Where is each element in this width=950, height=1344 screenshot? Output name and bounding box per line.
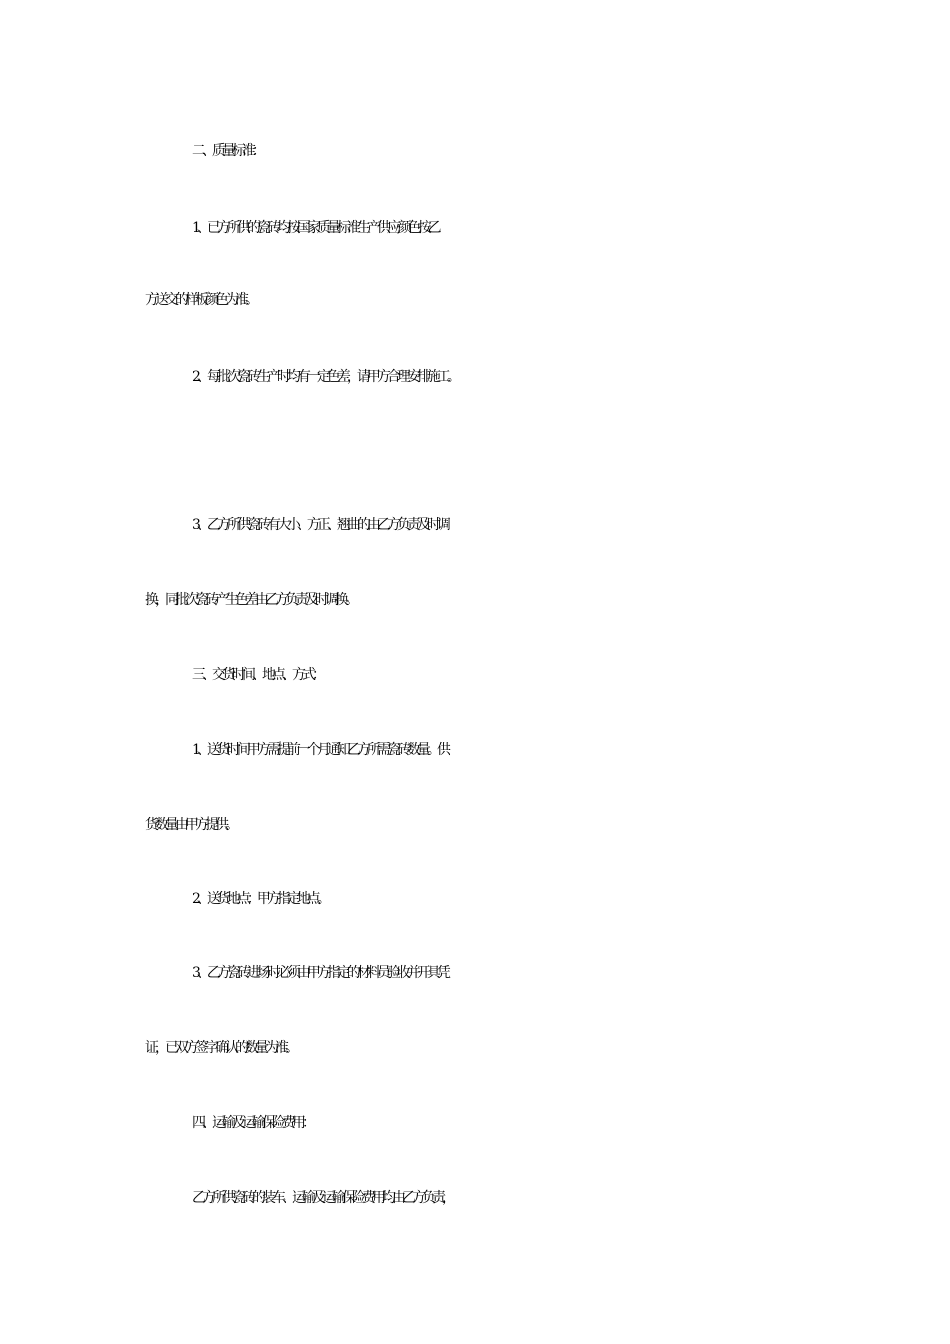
paragraph-line: 2、每批次瓷砖生产时均有一定色差，请甲方合理安排施工。 [192,369,457,385]
section-heading-transport: 四、运输及运输保险费用： [192,1115,312,1131]
paragraph-line: 3、乙方所供瓷砖有大小、方正、翘曲的由乙方负责及时调 [192,517,447,533]
paragraph-line: 证，已双方签字确认的数量为准。 [145,1040,295,1056]
section-heading-quality: 二、质量标准： [192,143,262,159]
section-heading-delivery: 三、交货时间、地点、方式： [192,667,322,683]
paragraph-line: 3、乙方瓷砖进场时必须由甲方指定的材料员验收并开具凭 [192,965,447,981]
paragraph-line: 乙方所供瓷砖的装车、运输及运输保险费用均由乙方负责， [192,1190,452,1206]
paragraph-line: 换，同批次瓷砖产生色差由乙方负责及时调换。 [145,592,355,608]
paragraph-line: 1、送货时间甲方需提前一个月通知乙方所需瓷砖数量。供 [192,742,447,758]
paragraph-line: 货数量由甲方提供。 [145,817,235,833]
paragraph-line: 方送交的样板颜色为准。 [145,292,255,308]
paragraph-line: 1、已方所供的瓷砖均按国家质量标准生产供应;颜色按乙 [192,220,438,236]
paragraph-line: 2、送货地点：甲方指定地点。 [192,891,327,907]
